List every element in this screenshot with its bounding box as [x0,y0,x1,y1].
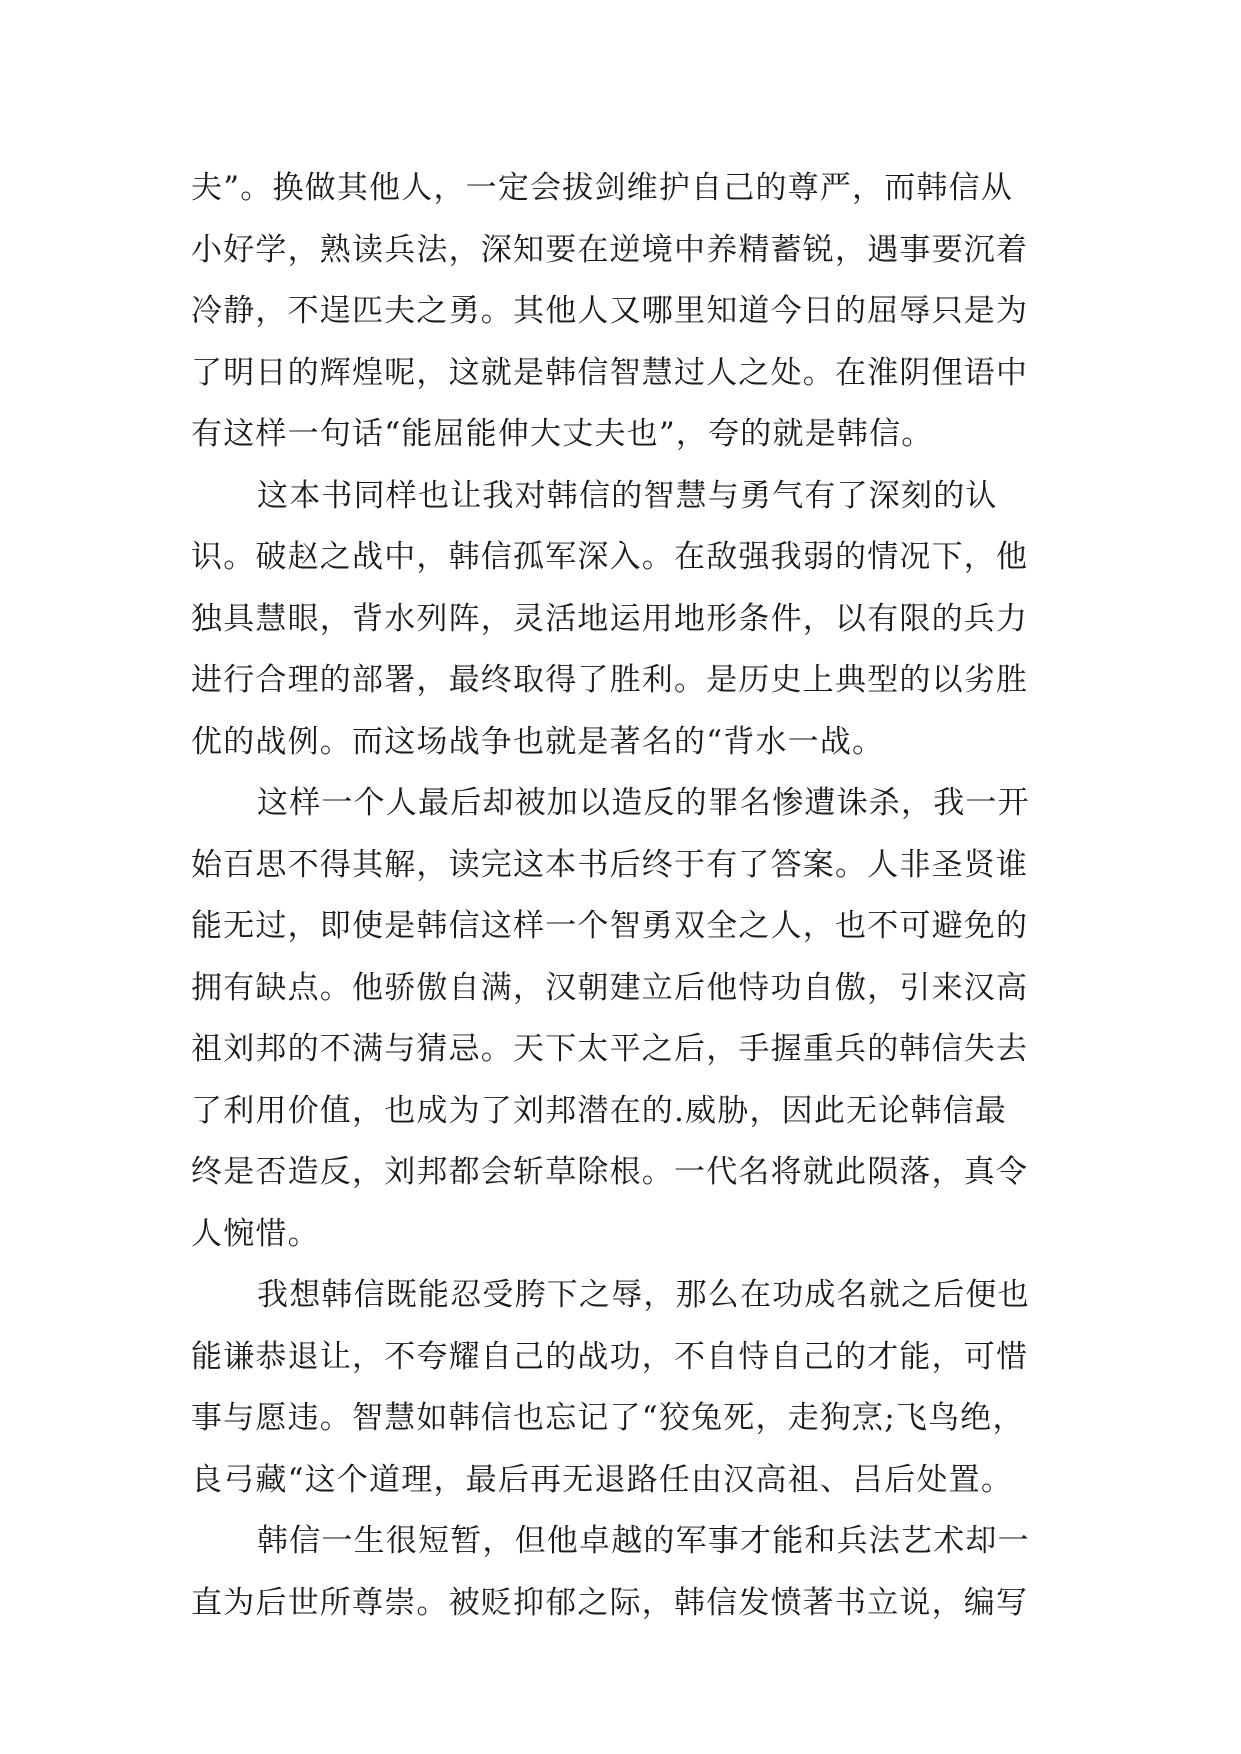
text-line: 小好学，熟读兵法，深知要在逆境中养精蓄锐，遇事要沉着 [191,231,1029,268]
text-line: 良弓藏“这个道理，最后再无退路任由汉高祖、吕后处置。 [191,1461,1014,1498]
text-line: 直为后世所尊崇。被贬抑郁之际，韩信发愤著书立说，编写 [191,1584,1029,1621]
text-line: 能谦恭退让，不夸耀自己的战功，不自恃自己的才能，可惜 [191,1338,1029,1375]
paragraph-start-line: 我想韩信既能忍受胯下之辱，那么在功成名就之后便也 [257,1277,1030,1313]
text-line: 识。破赵之战中，韩信孤军深入。在敌强我弱的情况下，他 [191,539,1029,575]
text-line: 人惋惜。 [191,1215,320,1252]
text-line: 祖刘邦的不满与猜忌。天下太平之后，手握重兵的韩信失去 [191,1031,1029,1067]
text-line: 终是否造反，刘邦都会斩草除根。一代名将就此陨落，真令 [191,1154,1029,1190]
text-line: 拥有缺点。他骄傲自满，汉朝建立后他恃功自傲，引来汉高 [191,969,1029,1006]
body-text [191,158,1071,1634]
text-line: 有这样一句话“能屈能伸大丈夫也”，夸的就是韩信。 [191,416,934,452]
text-line: 事与愿违。智慧如韩信也忘记了“狡兔死，走狗烹;飞鸟绝， [191,1400,1025,1436]
text-line: 冷静，不逞匹夫之勇。其他人又哪里知道今日的屈辱只是为 [191,293,1029,329]
text-line: 了利用价值，也成为了刘邦潜在的.威胁，因此无论韩信最 [191,1092,1008,1129]
text-line: 进行合理的部署，最终取得了胜利。是历史上典型的以劣胜 [191,662,1029,698]
text-line: 能无过，即使是韩信这样一个智勇双全之人，也不可避免的 [191,908,1029,944]
text-line: 夫”。换做其他人，一定会拔剑维护自己的尊严，而韩信从 [191,170,1014,206]
text-line: 了明日的辉煌呢，这就是韩信智慧过人之处。在淮阴俚语中 [191,354,1029,391]
paragraph-start-line: 这样一个人最后却被加以造反的罪名惨遭诛杀，我一开 [257,785,1030,821]
paragraph-start-line: 这本书同样也让我对韩信的智慧与勇气有了深刻的认 [257,477,998,514]
paragraph-start-line: 韩信一生很短暂，但他卓越的军事才能和兵法艺术却一 [257,1523,1030,1559]
text-line: 优的战例。而这场战争也就是著名的“背水一战。 [191,723,885,760]
text-line: 始百思不得其解，读完这本书后终于有了答案。人非圣贤谁 [191,846,1029,883]
text-line: 独具慧眼，背水列阵，灵活地运用地形条件，以有限的兵力 [191,600,1029,637]
